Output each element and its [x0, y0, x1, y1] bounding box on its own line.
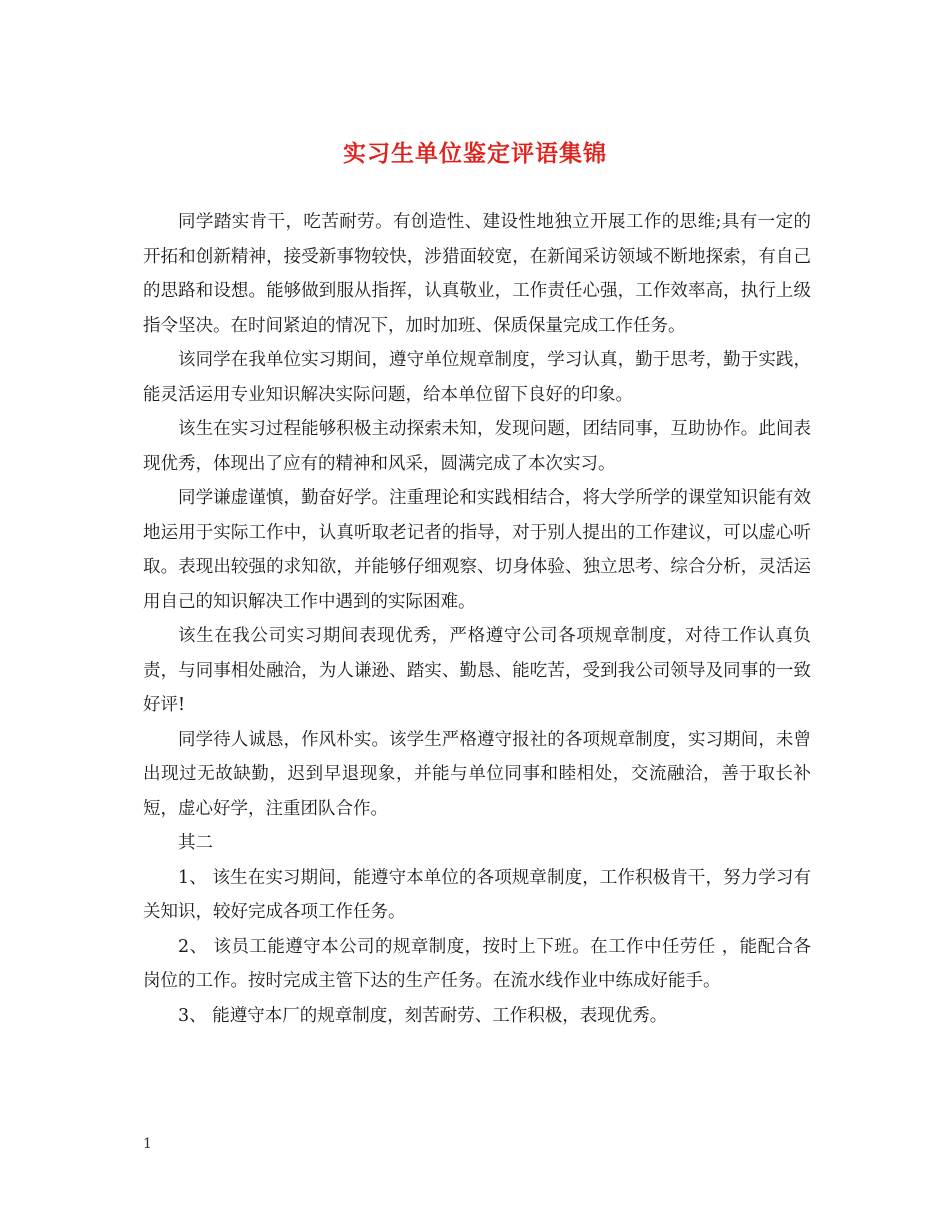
paragraph-6: 同学待人诚恳，作风朴实。该学生严格遵守报社的各项规章制度，实习期间，未曾出现过无故缺勤，迟到早退现象，并能与单位同事和睦相处，交流融洽，善于取长补短，虚心好学，注重团队合作。: [143, 729, 811, 819]
numbered-item-3: 3、 能遵守本厂的规章制度，刻苦耐劳、工作积极，表现优秀。: [178, 1005, 668, 1026]
paragraph-3: 该生在实习过程能够积极主动探索未知，发现问题，团结同事，互助协作。此间表现优秀，体现出了应有的精神和风采，圆满完成了本次实习。: [143, 419, 811, 474]
document-title: 实习生单位鉴定评语集锦: [343, 140, 607, 167]
page-number: 1: [143, 1136, 152, 1152]
paragraph-1: 同学踏实肯干，吃苦耐劳。有创造性、建设性地独立开展工作的思维;具有一定的开拓和创新精神，接受新事物较快，涉猎面较宽，在新闻采访领域不断地探索，有自己的思路和设想。能够做到服从指挥，认真敬业，工作责任心强，工作效率高，执行上级指令坚决。在时间紧迫的情况下，加时加班、保质保量完成工作任务。: [143, 212, 811, 336]
document-body: [143, 205, 811, 1033]
section-heading-part-two: 其二: [178, 833, 213, 853]
paragraph-5: 该生在我公司实习期间表现优秀，严格遵守公司各项规章制度，对待工作认真负责，与同事相处融洽，为人谦逊、踏实、勤恳、能吃苦，受到我公司领导及同事的一致好评!: [143, 626, 811, 715]
paragraph-4: 同学谦虚谨慎，勤奋好学。注重理论和实践相结合，将大学所学的课堂知识能有效地运用于实际工作中，认真听取老记者的指导，对于别人提出的工作建议，可以虚心听取。表现出较强的求知欲，并能够仔细观察、切身体验、独立思考、综合分析，灵活运用自己的知识解决工作中遇到的实际困难。: [143, 488, 811, 612]
numbered-item-2: 2、 该员工能遵守本公司的规章制度，按时上下班。在工作中任劳任 ，能配合各岗位的工作。按时完成主管下达的生产任务。在流水线作业中练成好能手。: [143, 936, 811, 991]
numbered-item-1: 1、 该生在实习期间，能遵守本单位的各项规章制度，工作积极肯干，努力学习有关知识，较好完成各项工作任务。: [143, 867, 811, 922]
paragraph-2: 该同学在我单位实习期间，遵守单位规章制度，学习认真，勤于思考，勤于实践，能灵活运用专业知识解决实际问题，给本单位留下良好的印象。: [143, 350, 811, 405]
